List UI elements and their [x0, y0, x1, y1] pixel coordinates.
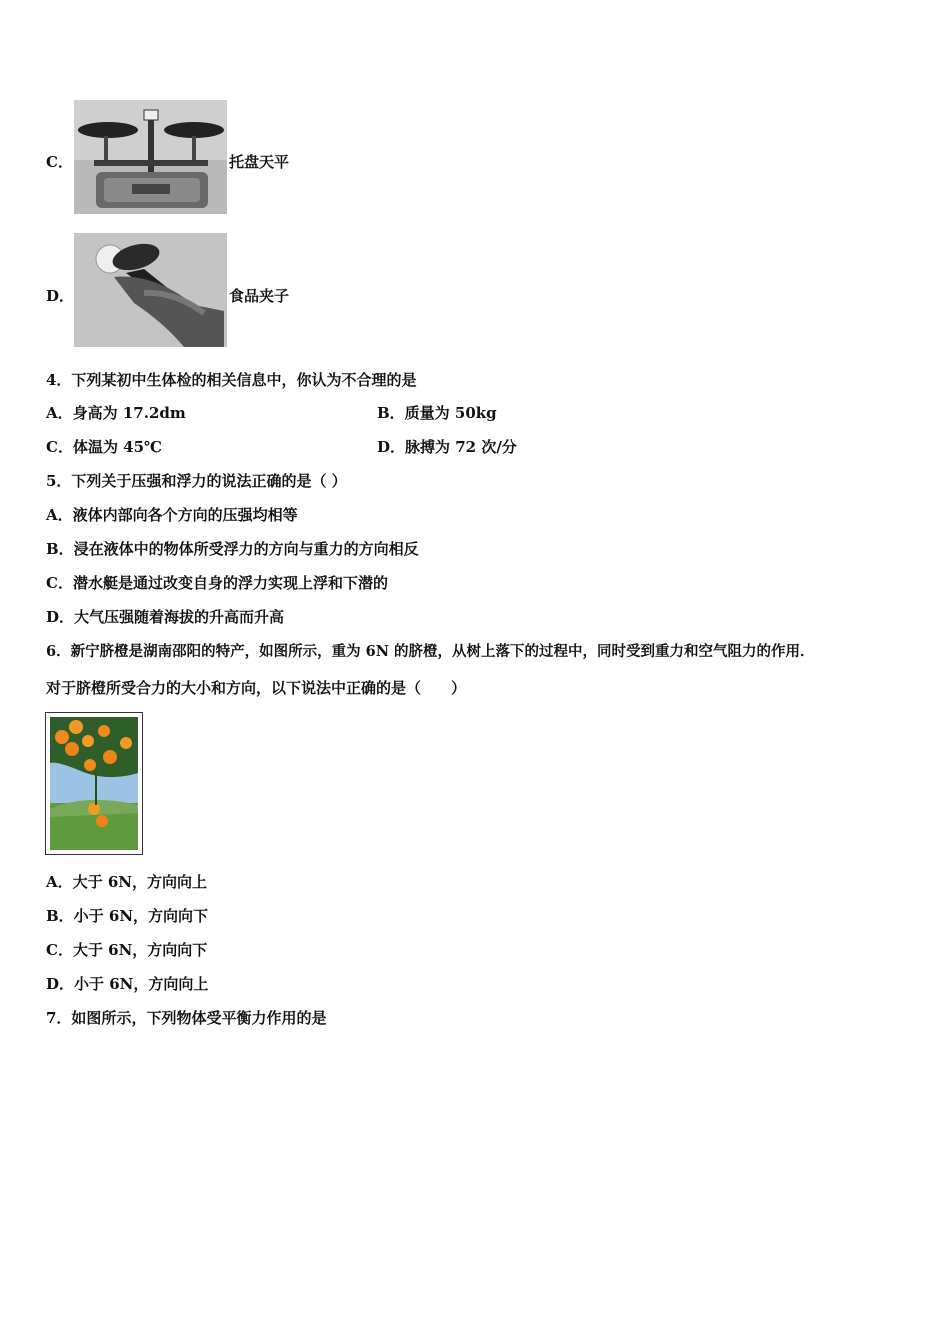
q5-option-b: B．浸在液体中的物体所受浮力的方向与重力的方向相反: [46, 540, 419, 558]
q3-option-d-caption: 食品夹子: [229, 287, 290, 305]
orange-tree-photo-icon: [45, 712, 143, 855]
q4-option-a: A．身高为 17.2dm: [46, 404, 186, 422]
q5-option-d: D．大气压强随着海拔的升高而升高: [46, 608, 285, 626]
food-tongs-photo-icon: [74, 233, 227, 347]
q5-option-a: A．液体内部向各个方向的压强均相等: [46, 506, 298, 524]
q4-option-c: C．体温为 45℃: [46, 438, 163, 456]
q6-option-c: C．大于 6N，方向向下: [46, 941, 208, 959]
q3-option-c-caption: 托盘天平: [229, 153, 290, 171]
q6-stem-line1: 6．新宁脐橙是湖南邵阳的特产，如图所示，重为 6N 的脐橙，从树上落下的过程中，同时受到重力和空气阻力的作用．: [46, 643, 815, 660]
q6-stem-line2: 对于脐橙所受合力的大小和方向，以下说法中正确的是（ ）: [46, 679, 467, 697]
q4-option-b: B．质量为 50kg: [377, 404, 497, 422]
q6-option-a: A．大于 6N，方向向上: [46, 873, 208, 891]
q6-option-b: B．小于 6N，方向向下: [46, 907, 209, 925]
q6-option-d: D．小于 6N，方向向上: [46, 975, 209, 993]
q4-stem: 4．下列某初中生体检的相关信息中，你认为不合理的是: [46, 371, 417, 389]
balance-scale-photo-icon: [74, 100, 227, 214]
q3-option-d-letter: D．: [46, 287, 75, 305]
q7-stem: 7．如图所示，下列物体受平衡力作用的是: [46, 1009, 327, 1027]
q5-stem: 5．下列关于压强和浮力的说法正确的是（ ）: [46, 472, 347, 490]
q5-option-c: C．潜水艇是通过改变自身的浮力实现上浮和下潜的: [46, 574, 388, 592]
q4-option-d: D．脉搏为 72 次/分: [377, 438, 517, 456]
q3-option-c-letter: C．: [46, 153, 73, 171]
